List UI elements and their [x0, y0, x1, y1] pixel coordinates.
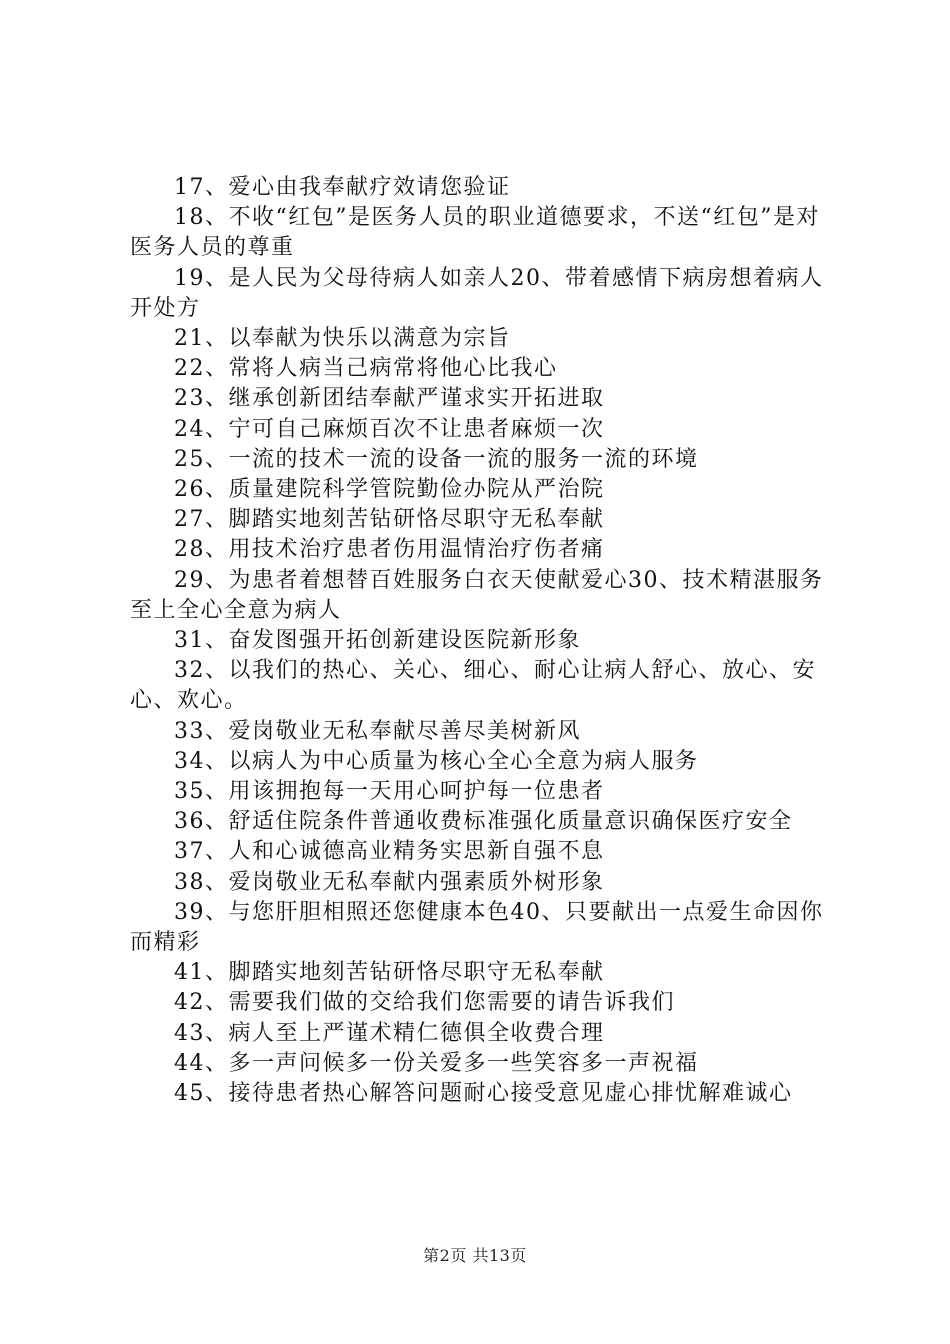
paragraph-39: 39、与您肝胆相照还您健康本色40、只要献出一点爱生命因你而精彩 — [130, 899, 824, 956]
page-number-footer: 第2页 共13页 — [423, 1246, 527, 1265]
paragraph-32: 32、以我们的热心、关心、细心、耐心让病人舒心、放心、安心、欢心。 — [130, 658, 816, 714]
paragraph-37: 37、人和心诚德高业精务实思新自强不息 — [174, 839, 605, 865]
paragraph-27: 27、脚踏实地刻苦钻研恪尽职守无私奉献 — [174, 507, 605, 533]
paragraph-38: 38、爱岗敬业无私奉献内强素质外树形象 — [174, 869, 605, 895]
paragraph-26: 26、质量建院科学管院勤俭办院从严治院 — [174, 477, 605, 503]
paragraph-29: 29、为患者着想替百姓服务白衣天使献爱心30、技术精湛服务至上全心全意为病人 — [130, 567, 824, 623]
paragraph-28: 28、用技术治疗患者伤用温情治疗伤者痛 — [174, 537, 605, 563]
paragraph-41: 41、脚踏实地刻苦钻研恪尽职守无私奉献 — [174, 960, 605, 986]
paragraph-24: 24、宁可自己麻烦百次不让患者麻烦一次 — [174, 416, 605, 442]
paragraph-34: 34、以病人为中心质量为核心全心全意为病人服务 — [174, 748, 699, 774]
paragraph-42: 42、需要我们做的交给我们您需要的请告诉我们 — [174, 990, 675, 1016]
document-body — [130, 173, 835, 1109]
paragraph-45: 45、接待患者热心解答问题耐心接受意见虚心排忧解难诚心 — [174, 1081, 793, 1107]
paragraph-19: 19、是人民为父母待病人如亲人20、带着感情下病房想着病人开处方 — [130, 265, 824, 321]
paragraph-21: 21、以奉献为快乐以满意为宗旨 — [174, 326, 511, 352]
paragraph-25: 25、一流的技术一流的设备一流的服务一流的环境 — [174, 446, 699, 472]
paragraph-22: 22、常将人病当己病常将他心比我心 — [174, 356, 558, 382]
paragraph-44: 44、多一声问候多一份关爱多一些笑容多一声祝福 — [174, 1050, 699, 1076]
paragraph-17: 17、爱心由我奉献疗效请您验证 — [174, 175, 511, 200]
paragraph-18: 18、不收“红包”是医务人员的职业道德要求，不送“红包”是对医务人员的尊重 — [130, 205, 820, 261]
paragraph-35: 35、用该拥抱每一天用心呵护每一位患者 — [174, 779, 605, 805]
paragraph-43: 43、病人至上严谨术精仁德俱全收费合理 — [174, 1020, 605, 1046]
paragraph-33: 33、爱岗敬业无私奉献尽善尽美树新风 — [174, 718, 581, 744]
paragraph-31: 31、奋发图强开拓创新建设医院新形象 — [174, 628, 581, 654]
paragraph-23: 23、继承创新团结奉献严谨求实开拓进取 — [174, 386, 605, 412]
paragraph-36: 36、舒适住院条件普通收费标准强化质量意识确保医疗安全 — [174, 809, 793, 835]
